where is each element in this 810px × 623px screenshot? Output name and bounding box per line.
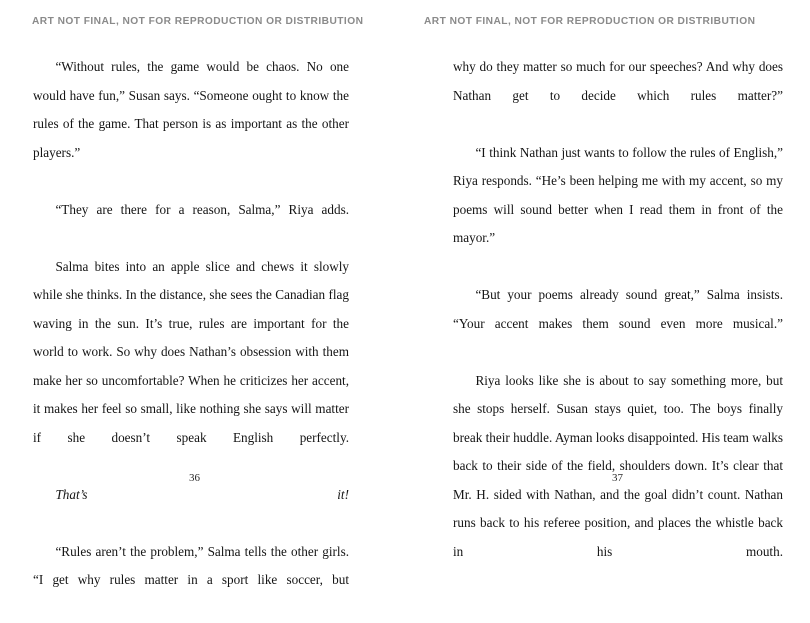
running-head-right: ART NOT FINAL, NOT FOR REPRODUCTION OR DISTRIBUTION <box>424 16 755 27</box>
paragraph: “I think Nathan just wants to follow the rules of English,” Riya responds. “He’s been helping me with my accent, so my poems will sound better when I read them in front of the mayor.” <box>453 139 783 282</box>
paragraph: Salma bites into an apple slice and chews it slowly while she thinks. In the distance, she sees the Canadian flag waving in the sun. It’s true, rules are important for the world to work. So why does Nathan’s obsession with them make her so uncomfortable? When he criticizes her accent, it makes her feel so small, like nothing she says will matter if she doesn’t speak English perfectly. <box>33 253 349 481</box>
paragraph: “But your poems already sound great,” Salma insists. “Your accent makes them sound even more musical.” <box>453 281 783 367</box>
paragraph: “They are there for a reason, Salma,” Riya adds. <box>33 196 349 253</box>
page-number-right: 37 <box>612 472 623 484</box>
running-head-left: ART NOT FINAL, NOT FOR REPRODUCTION OR DISTRIBUTION <box>32 16 363 27</box>
page-number-left: 36 <box>189 472 200 484</box>
paragraph: “Rules aren’t the problem,” Salma tells the other girls. “I get why rules matter in a sport like soccer, but <box>33 538 349 623</box>
page-left <box>0 0 405 506</box>
paragraph: That’s it! <box>33 481 349 538</box>
body-text-left <box>33 53 349 623</box>
body-text-right <box>453 53 783 595</box>
paragraph: why do they matter so much for our speeches? And why does Nathan get to decide which rules matter?” <box>453 53 783 139</box>
paragraph: “Without rules, the game would be chaos. No one would have fun,” Susan says. “Someone ought to know the rules of the game. That person is as important as the other players.” <box>33 53 349 196</box>
paragraph: Riya looks like she is about to say something more, but she stops herself. Susan stays quiet, too. The boys finally break their huddle. Ayman looks disappointed. His team walks back to their side of the field, shoulders down. It’s clear that Mr. H. sided with Nathan, and the goal didn’t count. Nathan runs back to his referee position, and places the whistle back in his mouth. <box>453 367 783 595</box>
page-right <box>405 0 810 506</box>
